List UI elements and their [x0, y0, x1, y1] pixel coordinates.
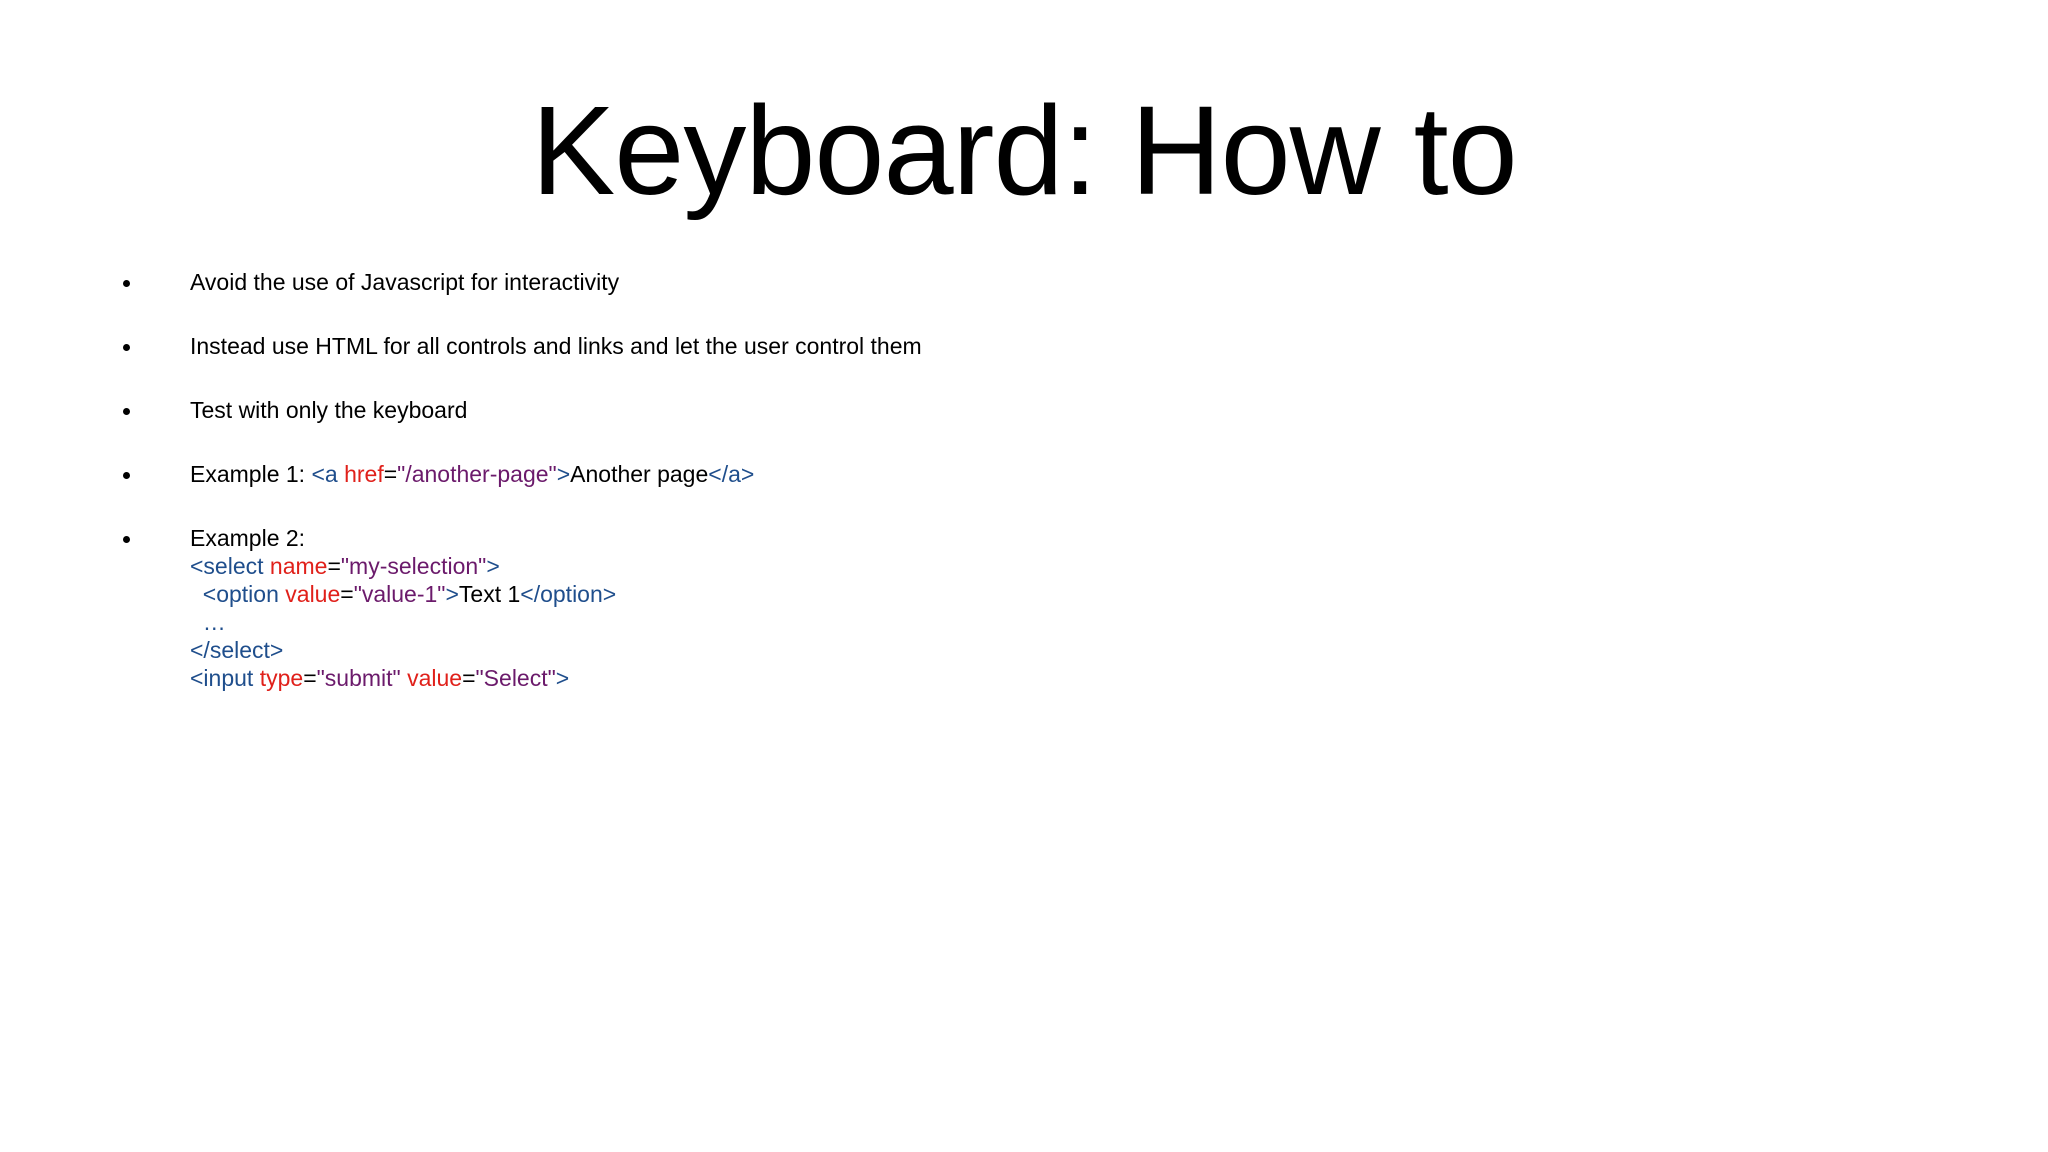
code-equals: =: [327, 553, 341, 579]
code-value: "submit": [316, 665, 401, 691]
code-attribute: value: [400, 665, 463, 691]
code-equals: =: [462, 665, 476, 691]
example-label: Example 1:: [190, 461, 312, 487]
code-tag: </a>: [708, 461, 755, 487]
code-text: Another page: [570, 461, 709, 487]
code-attribute: type: [253, 665, 304, 691]
code-value: "Select": [475, 665, 556, 691]
code-line-option: [190, 580, 2048, 608]
bullet-dot-icon: [123, 408, 130, 415]
code-tag: >: [555, 665, 570, 691]
example-label: Example 2:: [190, 525, 306, 551]
code-attribute: value: [278, 581, 341, 607]
slide-title: Keyboard: How to: [531, 80, 1517, 221]
bullet-text: Test with only the keyboard: [190, 397, 468, 423]
code-line-select-close: </select>: [190, 637, 284, 663]
bullet-item: [0, 332, 2048, 360]
code-attribute: href: [337, 461, 384, 487]
code-tag: <input: [190, 665, 254, 691]
code-text: Text 1: [458, 581, 521, 607]
bullet-item: [0, 268, 2048, 296]
bullet-text: Avoid the use of Javascript for interactivity: [190, 269, 620, 295]
code-equals: =: [340, 581, 354, 607]
bullet-item-example-1: [0, 460, 2048, 488]
bullet-list: [0, 268, 2048, 692]
code-value: "/another-page": [397, 461, 557, 487]
bullet-dot-icon: [123, 280, 130, 287]
bullet-item: [0, 396, 2048, 424]
bullet-dot-icon: [123, 472, 130, 479]
bullet-dot-icon: [123, 344, 130, 351]
code-line-ellipsis: …: [190, 609, 226, 635]
code-tag: >: [486, 553, 500, 579]
code-indent: [190, 581, 203, 607]
code-tag: </option>: [520, 581, 617, 607]
code-tag: >: [556, 461, 571, 487]
bullet-item-example-2: [0, 524, 2048, 692]
code-line-select-open: [190, 552, 2048, 580]
code-value: "value-1": [353, 581, 446, 607]
code-tag: <select: [190, 553, 264, 579]
bullet-text: Instead use HTML for all controls and links and let the user control them: [190, 333, 922, 359]
code-attribute: name: [263, 553, 328, 579]
bullet-dot-icon: [123, 536, 130, 543]
code-equals: =: [383, 461, 398, 487]
code-tag: <option: [202, 581, 279, 607]
code-value: "my-selection": [340, 553, 487, 579]
code-equals: =: [303, 665, 317, 691]
code-tag: <a: [311, 461, 338, 487]
code-tag: >: [445, 581, 459, 607]
code-line-input: [190, 664, 2048, 692]
